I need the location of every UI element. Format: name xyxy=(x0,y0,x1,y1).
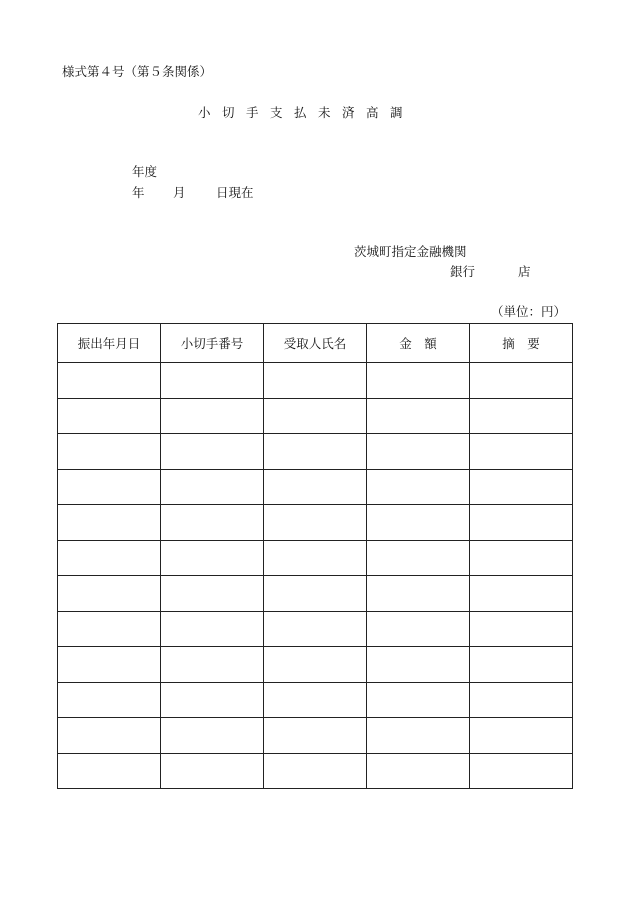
table-body xyxy=(58,363,573,789)
month-label: 月 xyxy=(173,185,186,200)
header-issue-date: 振出年月日 xyxy=(58,324,161,363)
form-number: 様式第４号（第５条関係） xyxy=(62,64,213,79)
table-row xyxy=(58,611,573,647)
issue-date-cell xyxy=(58,434,161,470)
payee-name-cell xyxy=(264,576,367,612)
issue-date-cell xyxy=(58,718,161,754)
payee-name-cell xyxy=(264,505,367,541)
amount-cell xyxy=(367,505,470,541)
payee-name-cell xyxy=(264,363,367,399)
remarks-cell xyxy=(470,576,573,612)
payee-name-cell xyxy=(264,647,367,683)
amount-cell xyxy=(367,469,470,505)
amount-cell xyxy=(367,682,470,718)
check-number-cell xyxy=(161,505,264,541)
issue-date-cell xyxy=(58,576,161,612)
issue-date-cell xyxy=(58,647,161,683)
header-amount: 金 額 xyxy=(367,324,470,363)
payee-name-cell xyxy=(264,753,367,789)
amount-cell xyxy=(367,398,470,434)
table-header-row xyxy=(58,324,573,363)
branch-label: 店 xyxy=(518,264,531,279)
table-row xyxy=(58,647,573,683)
fiscal-year-label: 年度 xyxy=(132,164,158,179)
unit-note: （単位：円） xyxy=(491,304,567,319)
issue-date-cell xyxy=(58,398,161,434)
payee-name-cell xyxy=(264,718,367,754)
document-title: 小切手支払未済高調 xyxy=(198,105,415,120)
check-number-cell xyxy=(161,576,264,612)
year-label: 年 xyxy=(132,185,145,200)
issue-date-cell xyxy=(58,469,161,505)
table-row xyxy=(58,753,573,789)
payee-name-cell xyxy=(264,469,367,505)
bank-label: 銀行 xyxy=(450,264,476,279)
amount-cell xyxy=(367,647,470,683)
payee-name-cell xyxy=(264,682,367,718)
remarks-cell xyxy=(470,753,573,789)
designated-financial-institution: 茨城町指定金融機関 xyxy=(354,244,467,259)
table-row xyxy=(58,505,573,541)
remarks-cell xyxy=(470,434,573,470)
remarks-cell xyxy=(470,398,573,434)
amount-cell xyxy=(367,576,470,612)
issue-date-cell xyxy=(58,611,161,647)
header-remarks: 摘 要 xyxy=(470,324,573,363)
table-row xyxy=(58,718,573,754)
remarks-cell xyxy=(470,505,573,541)
bank-branch xyxy=(450,266,531,279)
payee-name-cell xyxy=(264,434,367,470)
amount-cell xyxy=(367,434,470,470)
remarks-cell xyxy=(470,469,573,505)
amount-cell xyxy=(367,540,470,576)
check-number-cell xyxy=(161,469,264,505)
check-number-cell xyxy=(161,682,264,718)
as-of-date xyxy=(132,187,254,200)
check-number-cell xyxy=(161,398,264,434)
header-payee-name: 受取人氏名 xyxy=(264,324,367,363)
check-number-cell xyxy=(161,434,264,470)
remarks-cell xyxy=(470,363,573,399)
remarks-cell xyxy=(470,611,573,647)
table-row xyxy=(58,540,573,576)
table-row xyxy=(58,363,573,399)
check-number-cell xyxy=(161,540,264,576)
payee-name-cell xyxy=(264,611,367,647)
issue-date-cell xyxy=(58,505,161,541)
check-number-cell xyxy=(161,363,264,399)
amount-cell xyxy=(367,718,470,754)
check-number-cell xyxy=(161,647,264,683)
table-row xyxy=(58,398,573,434)
header-check-number: 小切手番号 xyxy=(161,324,264,363)
amount-cell xyxy=(367,363,470,399)
table-row xyxy=(58,576,573,612)
amount-cell xyxy=(367,753,470,789)
issue-date-cell xyxy=(58,753,161,789)
payee-name-cell xyxy=(264,398,367,434)
remarks-cell xyxy=(470,647,573,683)
table-row xyxy=(58,434,573,470)
issue-date-cell xyxy=(58,540,161,576)
remarks-cell xyxy=(470,718,573,754)
table-row xyxy=(58,469,573,505)
amount-cell xyxy=(367,611,470,647)
remarks-cell xyxy=(470,682,573,718)
payee-name-cell xyxy=(264,540,367,576)
check-number-cell xyxy=(161,611,264,647)
issue-date-cell xyxy=(58,363,161,399)
day-label: 日現在 xyxy=(216,185,254,200)
check-number-cell xyxy=(161,718,264,754)
check-number-cell xyxy=(161,753,264,789)
remarks-cell xyxy=(470,540,573,576)
issue-date-cell xyxy=(58,682,161,718)
unpaid-check-table xyxy=(57,323,573,789)
table-row xyxy=(58,682,573,718)
